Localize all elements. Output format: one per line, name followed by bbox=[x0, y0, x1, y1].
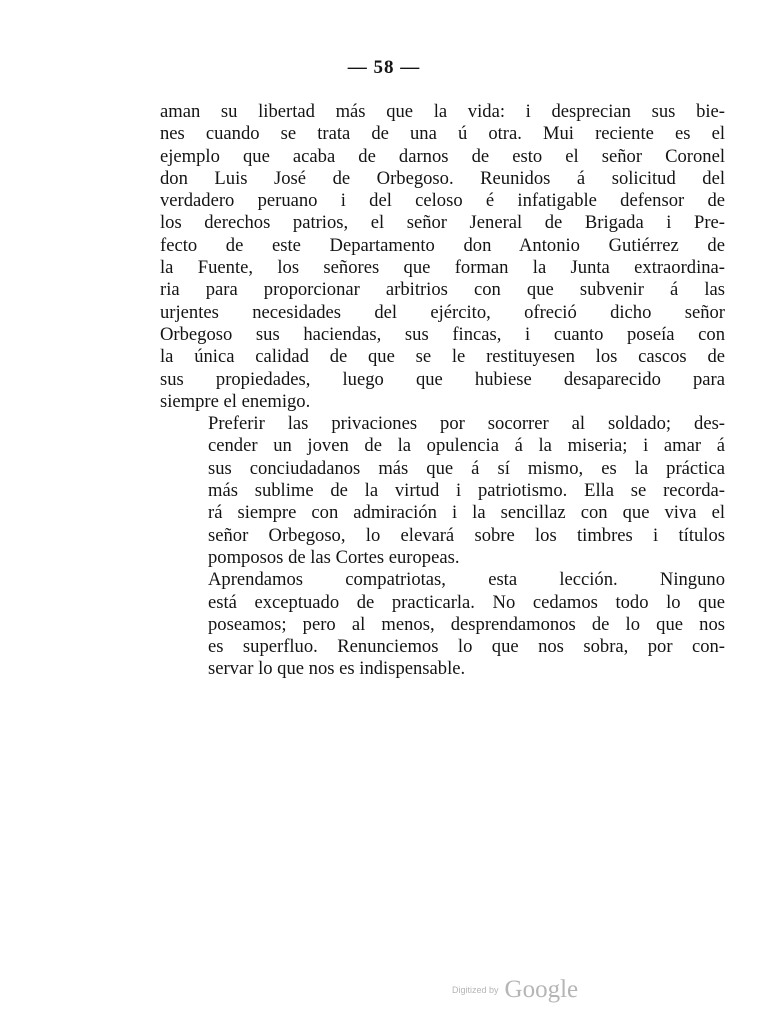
text-line: ria para proporcionar arbitrios con que subvenir á las bbox=[160, 279, 725, 301]
text-line: es superfluo. Renunciemos lo que nos sobra, por con- bbox=[208, 636, 725, 658]
text-line: la Fuente, los señores que forman la Junta extraordina- bbox=[160, 257, 725, 279]
text-line: la única calidad de que se le restituyesen los cascos de bbox=[160, 346, 725, 368]
text-line: urjentes necesidades del ejército, ofreció dicho señor bbox=[160, 301, 725, 323]
text-line: fecto de este Departamento don Antonio Gutiérrez de bbox=[160, 234, 725, 256]
text-line: ejemplo que acaba de darnos de esto el señor Coronel bbox=[160, 145, 725, 167]
text-line: don Luis José de Orbegoso. Reunidos á solicitud del bbox=[160, 167, 725, 189]
paragraph-3 bbox=[160, 569, 725, 680]
watermark-prefix: Digitized by bbox=[452, 985, 499, 995]
text-line: aman su libertad más que la vida: i desprecian sus bie- bbox=[160, 101, 725, 122]
text-line: los derechos patrios, el señor Jeneral de Brigada i Pre- bbox=[160, 212, 725, 234]
page-number: — 58 — bbox=[347, 57, 421, 78]
text-line: verdadero peruano i del celoso é infatigable defensor de bbox=[160, 190, 725, 212]
text-line: cender un joven de la opulencia á la miseria; i amar á bbox=[208, 435, 725, 457]
paragraph-1 bbox=[160, 101, 725, 413]
text-line: sus propiedades, luego que hubiese desaparecido para bbox=[160, 368, 725, 390]
text-line: pomposos de las Cortes europeas. bbox=[208, 546, 460, 568]
paragraph-2 bbox=[160, 413, 725, 569]
text-line: servar lo que nos es indispensable. bbox=[208, 658, 466, 680]
digitized-watermark bbox=[452, 976, 578, 1004]
text-line: señor Orbegoso, lo elevará sobre los timbres i títulos bbox=[208, 524, 725, 546]
text-line: está exceptuado de practicarla. No cedamos todo lo que bbox=[208, 591, 725, 613]
text-line: rá siempre con admiración i la sencillaz con que viva el bbox=[208, 502, 725, 524]
text-line: Aprendamos compatriotas, esta lección. Ninguno bbox=[208, 569, 725, 591]
text-line: sus conciudadanos más que á sí mismo, es la práctica bbox=[208, 457, 725, 479]
google-logo: Google bbox=[504, 976, 579, 1003]
text-line: Orbegoso sus haciendas, sus fincas, i cuanto poseía con bbox=[160, 323, 725, 345]
text-line: Preferir las privaciones por socorrer al soldado; des- bbox=[208, 413, 725, 435]
text-line: poseamos; pero al menos, desprendamonos de lo que nos bbox=[208, 613, 725, 635]
text-line: siempre el enemigo. bbox=[160, 390, 311, 412]
text-line: más sublime de la virtud i patriotismo. Ella se recorda- bbox=[208, 480, 725, 502]
text-line: nes cuando se trata de una ú otra. Mui reciente es el bbox=[160, 123, 725, 145]
body-text bbox=[160, 101, 725, 681]
